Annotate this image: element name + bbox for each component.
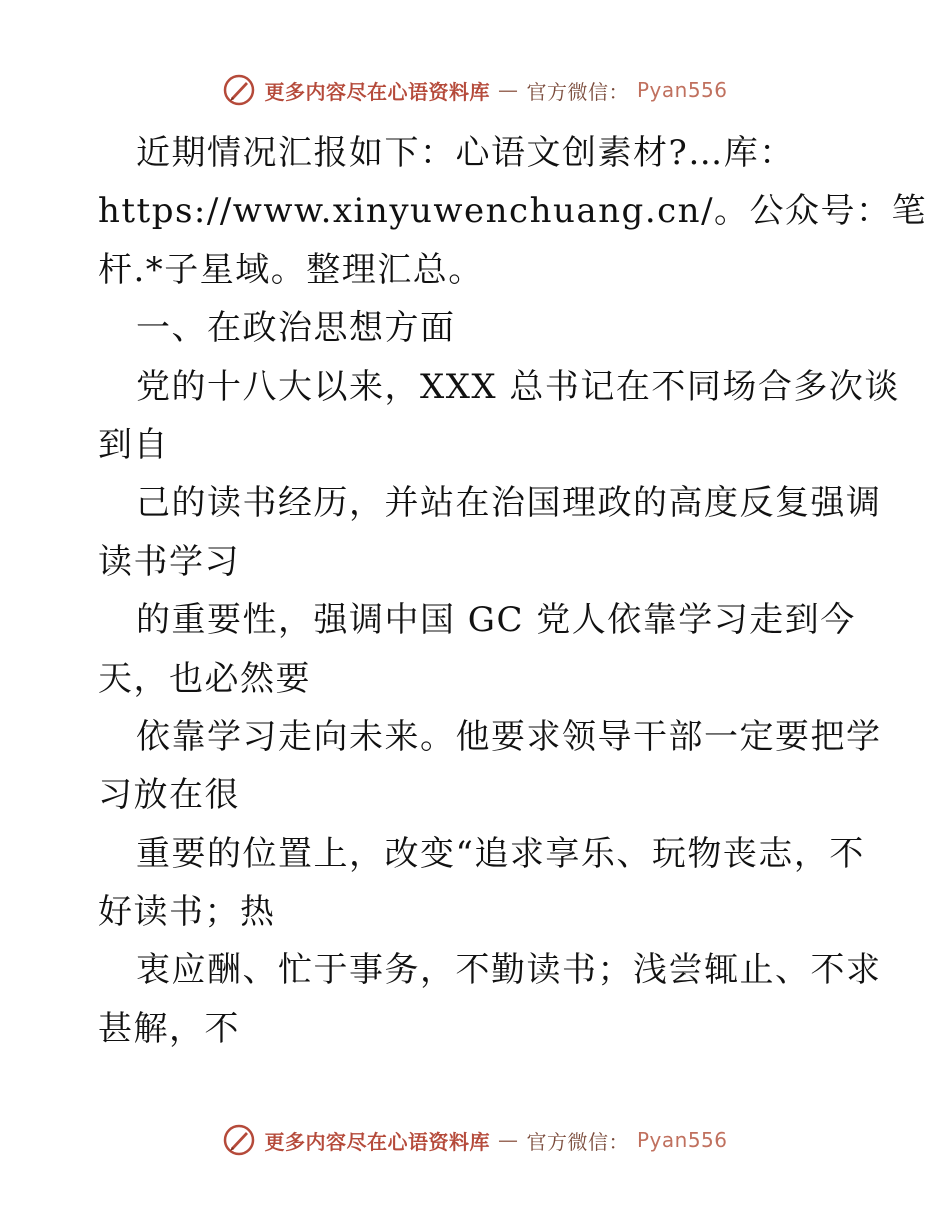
body-line: 甚解，不 (98, 1008, 240, 1049)
body-line: 的重要性，强调中国 GC 党人依靠学习走到今 (136, 600, 856, 641)
quill-logo-icon (222, 73, 256, 107)
quill-logo-icon (222, 1123, 256, 1157)
banner-wechat-label: 官方微信： (526, 79, 629, 104)
banner-wechat-id: Pyan556 (636, 1128, 728, 1152)
banner-separator: — (497, 1128, 519, 1152)
header-banner (0, 70, 950, 110)
body-line: 天，也必然要 (98, 658, 311, 699)
banner-wechat-id: Pyan556 (636, 78, 728, 102)
banner-wechat-label: 官方微信： (526, 1129, 629, 1154)
banner-separator: — (497, 78, 519, 102)
body-line: 杆.*子星域。整理汇总。 (98, 249, 484, 290)
body-line: 重要的位置上，改变“追求享乐、玩物丧志，不 (136, 833, 865, 874)
body-line: 党的十八大以来，XXX 总书记在不同场合多次谈 (136, 366, 900, 407)
body-line: 读书学习 (98, 541, 240, 582)
banner-main-text: 更多内容尽在心语资料库 (264, 79, 490, 104)
body-line: 依靠学习走向未来。他要求领导干部一定要把学 (136, 716, 882, 757)
body-line: 衷应酬、忙于事务，不勤读书；浅尝辄止、不求 (136, 950, 882, 991)
banner-main-text: 更多内容尽在心语资料库 (264, 1129, 490, 1154)
section-heading: 一、在政治思想方面 (136, 308, 456, 349)
body-line: https://www.xinyuwenchuang.cn/。公众号：笔 (98, 191, 928, 232)
footer-banner (0, 1120, 950, 1160)
body-line: 到自 (98, 424, 169, 465)
body-line: 习放在很 (98, 775, 240, 816)
body-line: 好读书；热 (98, 892, 276, 933)
body-line: 近期情况汇报如下：心语文创素材?…库： (136, 133, 795, 173)
body-line: 己的读书经历，并站在治国理政的高度反复强调 (136, 483, 882, 524)
document-body (98, 124, 928, 1058)
